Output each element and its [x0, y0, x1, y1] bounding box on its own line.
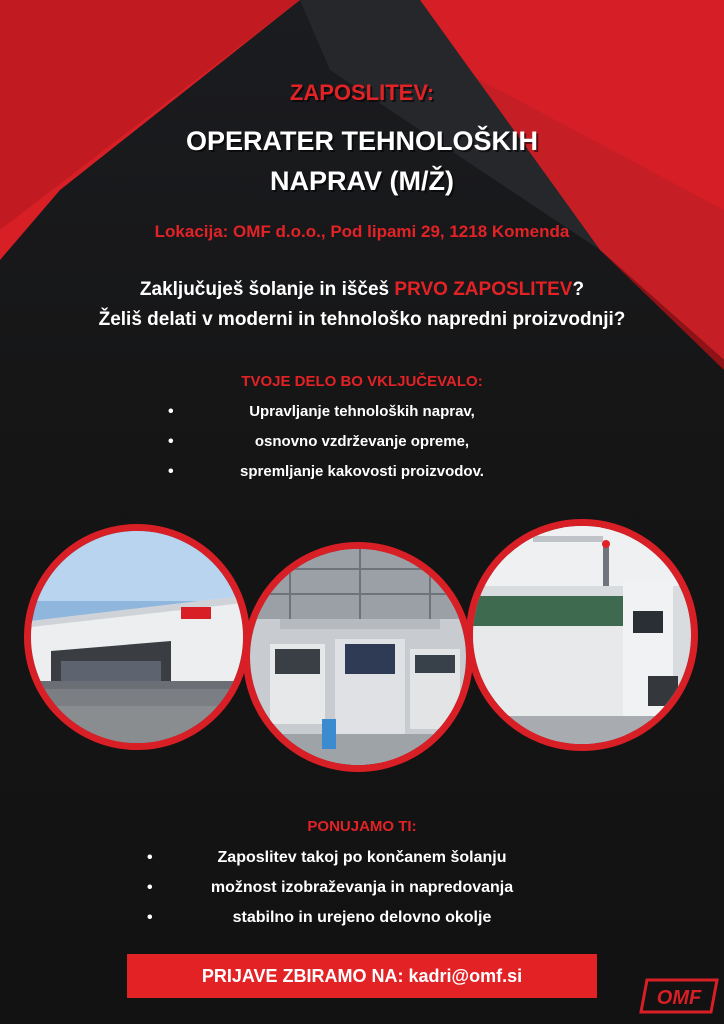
logo-text: OMF: [656, 987, 702, 1009]
bullet-icon: •: [147, 849, 153, 866]
intro-text: [0, 275, 724, 335]
duty-text: Upravljanje tehnoloških naprav,: [249, 403, 475, 420]
duties-list: [0, 397, 724, 487]
list-item: [0, 843, 724, 873]
list-item: [0, 457, 724, 487]
intro-line2: Želiš delati v moderni in tehnološko napredni proizvodnji?: [98, 309, 626, 330]
production-line-photo: [243, 542, 473, 772]
list-item: [0, 427, 724, 457]
bullet-icon: •: [168, 433, 174, 450]
reflow-machine-photo: [466, 519, 698, 751]
job-title-line2: NAPRAV (M/Ž): [270, 166, 454, 196]
factory-building-photo: [24, 524, 250, 750]
offer-title: PONUJAMO TI:: [307, 818, 417, 835]
duty-text: osnovno vzdrževanje opreme,: [254, 433, 470, 450]
job-location: Lokacija: OMF d.o.o., Pod lipami 29, 1218 Komenda: [154, 222, 570, 241]
intro-highlight: PRVO ZAPOSLITEV: [394, 279, 573, 300]
job-title: [0, 121, 724, 201]
job-eyebrow: ZAPOSLITEV:: [289, 80, 435, 105]
bullet-icon: •: [147, 909, 153, 926]
intro-line1-before: Zaključuješ šolanje in iščeš: [139, 279, 395, 300]
duties-title: TVOJE DELO BO VKLJUČEVALO:: [241, 373, 483, 390]
offer-text: možnost izobraževanja in napredovanja: [210, 879, 514, 896]
offer-text: stabilno in urejeno delovno okolje: [232, 909, 492, 926]
list-item: [0, 397, 724, 427]
bullet-icon: •: [168, 403, 174, 420]
omf-logo: [639, 976, 719, 1016]
list-item: [0, 903, 724, 933]
bullet-icon: •: [147, 879, 153, 896]
intro-line1: [0, 275, 724, 305]
list-item: [0, 873, 724, 903]
duty-text: spremljanje kakovosti proizvodov.: [240, 463, 484, 480]
job-title-line1: OPERATER TEHNOLOŠKIH: [185, 126, 538, 156]
offer-text: Zaposlitev takoj po končanem šolanju: [217, 849, 507, 866]
apply-email-banner[interactable]: PRIJAVE ZBIRAMO NA: kadri@omf.si: [127, 954, 597, 998]
bullet-icon: •: [168, 463, 174, 480]
intro-line1-after: ?: [572, 279, 585, 300]
offer-list: [0, 843, 724, 933]
